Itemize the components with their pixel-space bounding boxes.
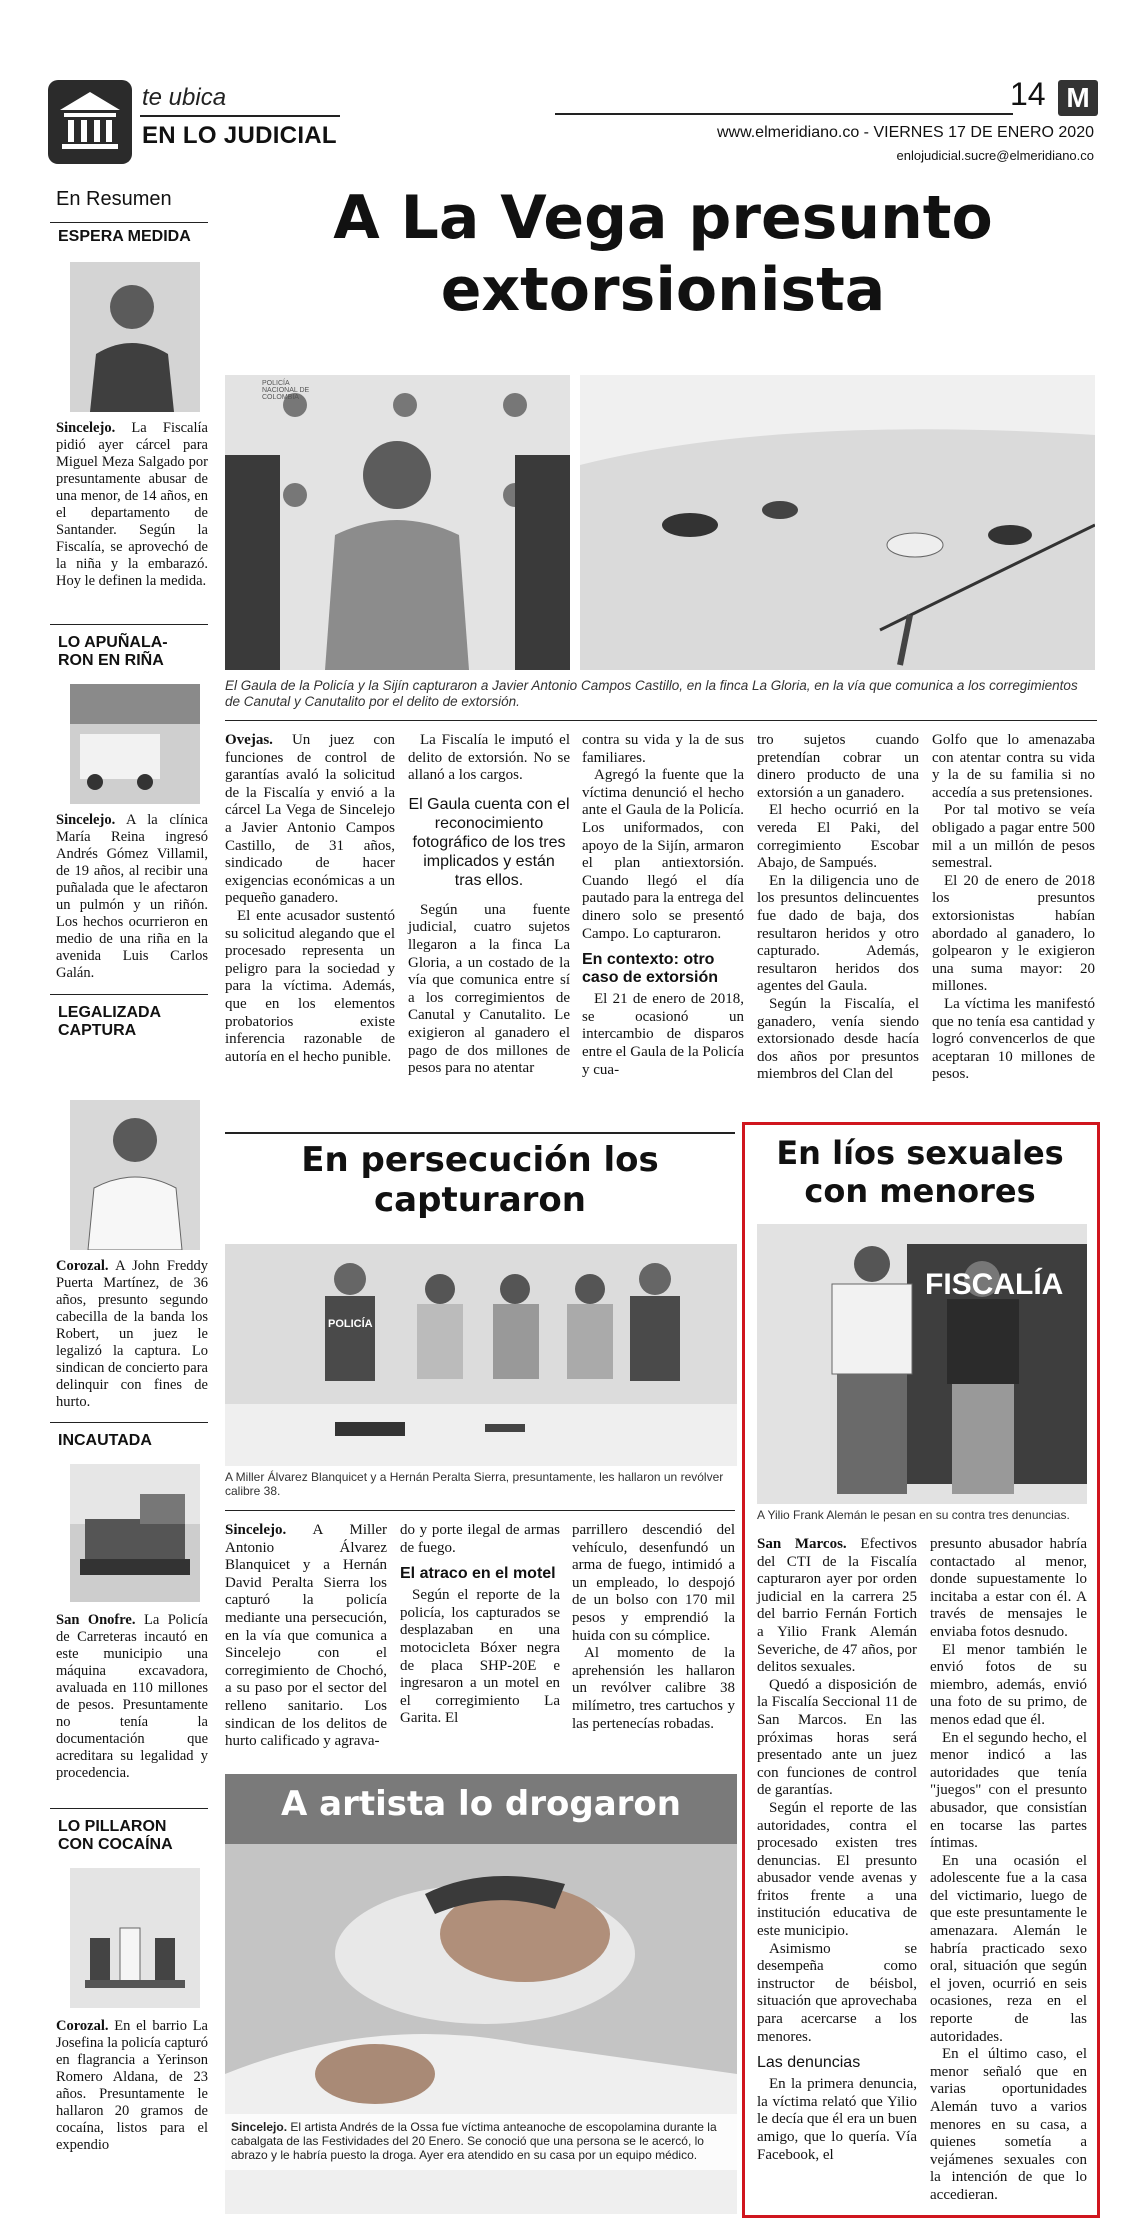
- sidebar: [50, 172, 208, 2224]
- artista-box: [225, 1774, 737, 2214]
- main-photo-cattle: [580, 375, 1095, 670]
- main-col-1: Ovejas. Un juez con funciones de control de garantías avaló la solicitud de la Fiscalía y envió a la cárcel La Vega de Sincelejo a Javier Antonio Campos Castillo, de 31 años, sindicado de hacer exigencias económicas a un pequeño ganadero. El ente acusador sustentó su solicitud alegando que el procesado representa un peligro para la sociedad y para la víctima. Además, que en los elementos probatorios existe inferencia razonable de autoría en el hecho punible.: [225, 732, 395, 1065]
- persecucion-col-1: Sincelejo. A Miller Antonio Álvarez Blanquicet y a Hernán David Peralta Sierra los capturó la policía mediante una persecución, en la vía que comunica a Sincelejo con el corregimiento de Chochó, a su paso por el sector del relleno sanitario. Los sindican de los delitos de hurto calificado y agrava-: [225, 1522, 387, 1750]
- context-subhead: En contexto: otro caso de extorsión: [582, 951, 719, 987]
- sidebar-photo-1: [70, 262, 200, 412]
- atraco-subhead: El atraco en el motel: [400, 1565, 556, 1583]
- lios-caption: A Yilio Frank Alemán le pesan en su contra tres denuncias.: [757, 1508, 1070, 1522]
- main-col-5: Golfo que lo amenazaba con atentar contra su vida y la de su familia si no accedía a sus pretensiones. Por tal motivo se veía obligado a pagar entre 500 mil a un millón de pesos semestral. El 20 de enero de 2018 los presuntos extorsionistas habían abordado al ganadero, lo golpearon y le exigieron una suma mayor: 20 millones. La víctima les manifestó que no tenía esa cantidad y logró convencerlos de que aceptaran 10 millones de pesos.: [932, 732, 1095, 1083]
- site-date: www.elmeridiano.co - VIERNES 17 DE ENERO 2020: [716, 124, 1094, 141]
- vest-label: POLICÍA: [328, 1318, 373, 1330]
- artista-headline: A artista lo drogaron: [281, 1784, 681, 1824]
- lios-photo: [757, 1224, 1087, 1504]
- lios-col-1: San Marcos. Efectivos del CTI de la Fiscalía capturaron ayer por orden judicial en la carrera 25 del barrio Fernán Fortich a Yilio Frank Alemán Severiche, de 47 años, por delitos sexuales. Quedó a disposición de la Fiscalía Seccional 11 de San Marcos. En las próximas horas será presentado ante un juez con funciones de control de garantías. Según el reporte de las autoridades, contra el procesado existen tres denuncias. El presunto abusador vende avenas y fritos frente a una institución educativa de este municipio. Asimismo se desempeña como instructor de béisbol, situación que aprovechaba para acercarse a los menores. Las denuncias En la primera denuncia, la víctima relató que Yilio le decía que él era un buen amigo, que lo quería. Vía Facebook, el: [757, 1536, 917, 2163]
- sidebar-heading: LO PILLARON CON COCAÍNA: [58, 1818, 173, 1853]
- main-col-3: contra su vida y la de sus familiares. Agregó la fuente que la víctima denunció el hecho ante el Gaula de la Policía. Los uniformados, con apoyo de la Sijín, armaron el plan antiextorsión. Cuando llegó el día pautado para la entrega del dinero solo se presentó Campo. Lo capturaron. En contexto: otro caso de extorsión El 21 de enero de 2018, se ocasionó un intercambio de disparos entre el Gaula de la Policía y cua-: [582, 732, 745, 1078]
- photo-badge: POLICÍA NACIONAL DE COLOMBIA: [262, 380, 310, 401]
- sidebar-photo-3: [70, 1100, 200, 1250]
- sidebar-heading: LO APUÑALA- RON EN RIÑA: [58, 634, 168, 669]
- sidebar-heading: INCAUTADA: [58, 1432, 152, 1449]
- sidebar-text: Sincelejo. A la clínica María Reina ingresó Andrés Gómez Villamil, de 19 años, al recibir una puñalada que le afectaron un pulmón y un riñón. Los hechos ocurrieron en medio de una riña en la avenida Luis Carlos Galán.: [56, 812, 208, 981]
- sidebar-photo-2: [70, 684, 200, 804]
- main-caption: El Gaula de la Policía y la Sijín capturaron a Javier Antonio Campos Castillo, en la finca La Gloria, en la vía que comunica a los corregimientos de Canutal y Canutalito por el delito de extorsión.: [225, 678, 1078, 709]
- section-name: EN LO JUDICIAL: [142, 122, 337, 149]
- persecucion-photo: [225, 1244, 737, 1466]
- section-kicker: te ubica: [142, 84, 227, 111]
- sidebar-text: Sincelejo. La Fiscalía pidió ayer cárcel para Miguel Meza Salgado por presuntamente abusar de una menor, de 14 años, en el departamento de Santander. Según la Fiscalía, se aprovechó de la niña y la embarazó. Hoy le definen la medida.: [56, 420, 208, 589]
- lios-headline: En líos sexuales con menores: [776, 1134, 1064, 1210]
- banner-text: FISCALÍA: [925, 1268, 1064, 1301]
- sidebar-heading: LEGALIZADA CAPTURA: [58, 1004, 162, 1039]
- lios-col-2: presunto abusador habría contactado al menor, donde supuestamente lo incitaba a estar con él. A través de mensajes le enviaba fotos desnudo. El menor también le envió fotos de su miembro, además, envió una foto de su primo, de menos edad que él. En el segundo hecho, el menor indicó a las autoridades que tenía "juegos" con el presunto abusador, que consistían en tocarse las partes íntimas. En una ocasión el adolescente fue a la casa del victimario, luego de que este presuntamente le amenazara. Alemán le habría practicado sexo oral, situación que según el joven, ocurrió en seis ocasiones, reza en el reporte de las autoridades. En el último caso, el menor señaló que en varias oportunidades Alemán tuvo a varios menores en su casa, a quienes sometía a vejámenes sexuales con la intención de que lo accedieran.: [930, 1536, 1087, 2203]
- pull-quote: El Gaula cuenta con el reconocimiento fotográfico de los tres implicados y están tras ellos.: [408, 795, 570, 889]
- sidebar-text: Corozal. En el barrio La Josefina la policía capturó en flagrancia a Yerinson Romero Aldana, de 23 años. Presuntamente le hallaron 20 gramos de cocaína, listos para el expendio: [56, 2018, 208, 2153]
- persecucion-col-2: do y porte ilegal de armas de fuego. El atraco en el motel Según el reporte de la policía, los capturados se desplazaban en una motocicleta Bóxer negra de placa SHP-20E e ingresaron a un motel en el corregimiento La Garita. El: [400, 1522, 560, 1727]
- persecucion-caption: A Miller Álvarez Blanquicet y a Hernán Peralta Sierra, presuntamente, les hallaron un revólver calibre 38.: [225, 1470, 724, 1498]
- sidebar-heading: ESPERA MEDIDA: [58, 228, 191, 245]
- main-col-2: La Fiscalía le imputó el delito de extorsión. No se allanó a los cargos. El Gaula cuenta con el reconocimiento fotográfico de los tres implicados y están tras ellos. Según una fuente judicial, cuatro sujetos llegaron a la finca La Gloria, a un costado de la vía que comunica entre sí a los corregimientos de Canutal y Canutalito. Le exigieron al ganadero el pago de dos millones de pesos para no atentar: [408, 732, 570, 1077]
- header-rule: [555, 113, 1013, 115]
- denuncias-subhead: Las denuncias: [757, 2054, 861, 2072]
- persecucion-col-3: parrillero descendió del vehículo, desenfundó un arma de fuego, intimidó a un empleado, lo despojó de un bolso con 170 mil pesos y emprendió la huida con su cómplice. Al momento de la aprehensión les hallaron un revólver calibre 38 milímetro, tres cartuchos y las pertenecías robadas.: [572, 1522, 735, 1732]
- section-rule: [140, 115, 340, 117]
- sidebar-photo-5: [70, 1868, 200, 2008]
- sidebar-text: San Onofre. La Policía de Carreteras incautó en este municipio una máquina excavadora, avaluada en 110 millones de pesos. Presuntamente no tenía la documentación que acreditara su legalidad y procedencia.: [56, 1612, 208, 1781]
- brand-logo: M: [1058, 80, 1098, 116]
- main-headline: A La Vega presunto extorsionista: [333, 183, 993, 325]
- sidebar-photo-4: [70, 1464, 200, 1602]
- sidebar-text: Corozal. A John Freddy Puerta Martínez, de 36 años, presunto segundo cabecilla de la banda los Robert, un juez le legalizó la captura. Lo sindican de concierto para delinquir con fines de hurto.: [56, 1258, 208, 1410]
- section-email: enlojudicial.sucre@elmeridiano.co: [896, 148, 1094, 163]
- section-logo-icon: [48, 80, 132, 164]
- main-photo-suspect: [225, 375, 570, 670]
- sidebar-title: En Resumen: [56, 188, 172, 210]
- page-number: 14: [1010, 76, 1046, 112]
- persecucion-headline: En persecución los capturaron: [301, 1140, 659, 1220]
- artista-caption: Sincelejo. El artista Andrés de la Ossa fue víctima anteanoche de escopolamina durante la cabalgata de las Festividades del 20 Enero. Se conoció que una persona se le acercó, lo abrazo y le habría puesto la droga. Ayer era atendido en su casa por un equipo médico.: [225, 2114, 737, 2170]
- main-col-4: tro sujetos cuando pretendían cobrar un dinero producto de una extorsión a un ganadero. El hecho ocurrió en la vereda El Paki, del corregimiento Escobar Abajo, de Sampués. En la diligencia uno de los presuntos delincuentes fue dado de baja, dos resultaron heridos y otro capturado. Además, resultaron heridos dos agentes del Gaula. Según la Fiscalía, el ganadero, venía siendo extorsionado desde hacía dos años por presuntos miembros del Clan del: [757, 732, 919, 1083]
